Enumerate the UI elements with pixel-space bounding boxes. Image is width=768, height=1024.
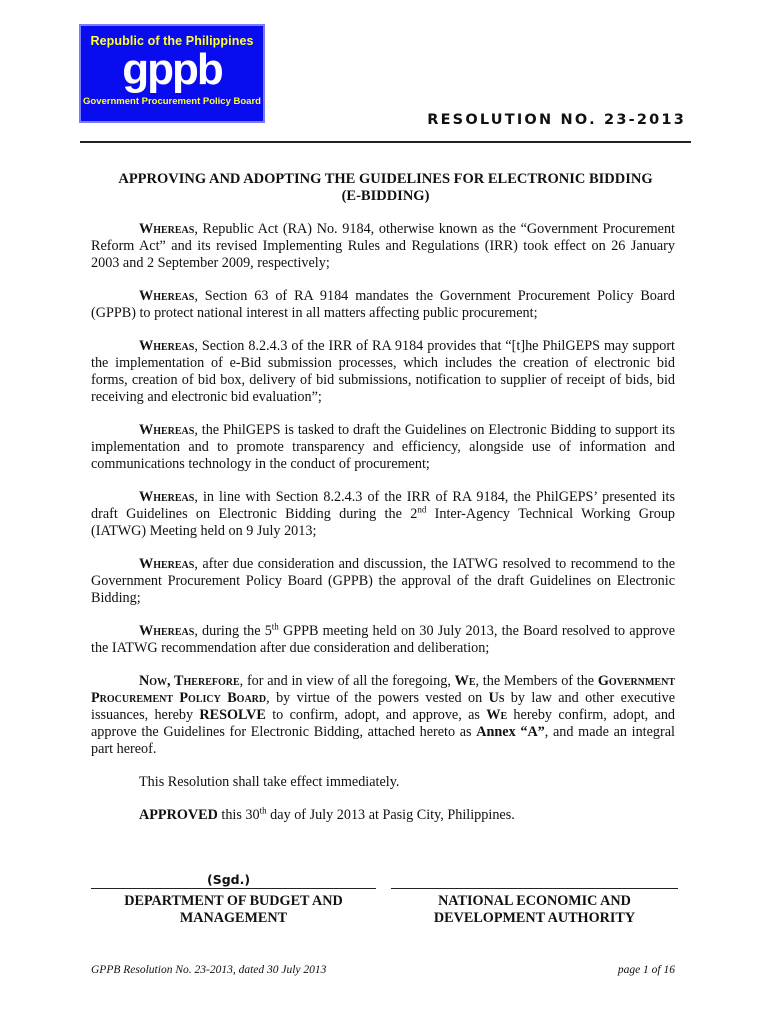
- ordinal-superscript: th: [271, 621, 279, 632]
- paragraph-text: hereby confirm, adopt, and approve the Guidelines for Electronic Bidding, attached hereto as: [91, 707, 676, 740]
- paragraph-lead: Whereas: [139, 422, 195, 438]
- paragraph-lead: Whereas: [139, 338, 195, 354]
- ordinal-superscript: th: [259, 805, 267, 816]
- us-text: Us: [488, 690, 505, 706]
- whereas-paragraph-6: [91, 556, 675, 607]
- whereas-paragraph-5: [91, 489, 675, 540]
- whereas-paragraph-3: [91, 338, 675, 406]
- annex-reference: Annex “A”: [476, 724, 545, 740]
- paragraph-text: This Resolution shall take effect immediately.: [139, 774, 400, 790]
- paragraph-text: , Section 63 of RA 9184 mandates the Government Procurement Policy Board (GPPB) to protect national interest in all matters affecting public procurement;: [91, 288, 675, 321]
- whereas-paragraph-2: [91, 288, 675, 322]
- signatory-line: MANAGEMENT: [179, 910, 288, 926]
- paragraph-text: Inter-Agency Technical Working Group (IATWG) Meeting held on 9 July 2013;: [91, 506, 676, 539]
- paragraph-text: , Republic Act (RA) No. 9184, otherwise known as the “Government Procurement Reform Act” and its revised Implementing Rules and Regulations (IRR) took effect on 26 January 2003 and 2 September 2009, respectively;: [91, 221, 675, 271]
- document-title: [80, 171, 691, 205]
- resolution-paragraph: [91, 673, 675, 758]
- resolve-text: RESOLVE: [199, 707, 266, 723]
- paragraph-text: , after due consideration and discussion, the IATWG resolved to recommend to the Government Procurement Policy Board (GPPB) the approval of the draft Guidelines on Electronic Bidding;: [91, 556, 675, 606]
- footer-reference: GPPB Resolution No. 23-2013, dated 30 July 2013: [91, 964, 327, 976]
- logo-country-text: Republic of the Philippines: [90, 34, 254, 48]
- paragraph-text: to confirm, adopt, and approve, as: [265, 707, 487, 723]
- paragraph-lead: Whereas: [139, 623, 195, 639]
- paragraph-text: by law and other executive issuances, hereby: [91, 690, 676, 723]
- header-divider: [80, 141, 691, 143]
- paragraph-text: , Section 8.2.4.3 of the IRR of RA 9184 provides that “[t]he PhilGEPS may support the implementation of e-Bid submission processes, which includes the creation of electronic bid forms, creation of bid box, delivery of bid submissions, notification to supplier of receipt of bids, bid receiving and electronic bid evaluation”;: [91, 338, 675, 405]
- paragraph-text: , for and in view of all the foregoing,: [239, 673, 455, 689]
- approved-text: APPROVED: [139, 807, 218, 823]
- paragraph-text: , by virtue of the powers vested on: [266, 690, 489, 706]
- page-number: page 1 of 16: [617, 964, 675, 976]
- whereas-paragraph-1: [91, 221, 675, 272]
- board-name: Government Procurement Policy Board: [91, 673, 675, 706]
- signatory-neda: [391, 893, 678, 927]
- paragraph-text: , in line with Section 8.2.4.3 of the IRR of RA 9184, the PhilGEPS’ presented its draft Guidelines on Electronic Bidding during the 2: [91, 489, 675, 522]
- whereas-paragraph-7: [91, 623, 675, 657]
- signature-line-right: [391, 888, 678, 889]
- paragraph-text: , during the 5: [194, 623, 272, 639]
- paragraph-text: this 30: [217, 807, 260, 823]
- document-body: [91, 221, 675, 840]
- title-line-1: APPROVING AND ADOPTING THE GUIDELINES FOR ELECTRONIC BIDDING: [118, 171, 653, 187]
- signatory-line: NATIONAL ECONOMIC AND: [438, 893, 631, 909]
- paragraph-text: GPPB meeting held on 30 July 2013, the Board resolved to approve the IATWG recommendation after due consideration and deliberation;: [91, 623, 675, 656]
- signatory-line: DEPARTMENT OF BUDGET AND: [124, 893, 343, 909]
- paragraph-lead: Now, Therefore: [139, 673, 240, 689]
- effectivity-paragraph: [91, 774, 675, 791]
- we-text: We: [486, 707, 508, 723]
- paragraph-text: day of July 2013 at Pasig City, Philippines.: [266, 807, 515, 823]
- paragraph-lead: Whereas: [139, 288, 195, 304]
- title-line-2: (E-BIDDING): [341, 188, 430, 204]
- we-text: We: [454, 673, 476, 689]
- signature-line-left: [91, 888, 376, 889]
- approval-paragraph: [91, 807, 675, 824]
- whereas-paragraph-4: [91, 422, 675, 473]
- signed-mark: (Sgd.): [207, 872, 251, 887]
- paragraph-text: , the PhilGEPS is tasked to draft the Guidelines on Electronic Bidding to support its implementation and to promote transparency and efficiency, alongside use of information and communications technology in the conduct of procurement;: [91, 422, 675, 472]
- signatory-dbm: [91, 893, 376, 927]
- paragraph-lead: Whereas: [139, 489, 195, 505]
- logo-agency-text: Government Procurement Policy Board: [83, 96, 261, 107]
- paragraph-text: , and made an integral part hereof.: [91, 724, 675, 757]
- logo-mark: gppb: [122, 45, 222, 94]
- paragraph-lead: Whereas: [139, 556, 195, 572]
- gppb-logo: [79, 24, 265, 123]
- paragraph-text: , the Members of the: [475, 673, 598, 689]
- paragraph-lead: Whereas: [139, 221, 195, 237]
- resolution-number: RESOLUTION NO. 23-2013: [427, 112, 686, 128]
- signatory-line: DEVELOPMENT AUTHORITY: [433, 910, 636, 926]
- ordinal-superscript: nd: [417, 504, 427, 515]
